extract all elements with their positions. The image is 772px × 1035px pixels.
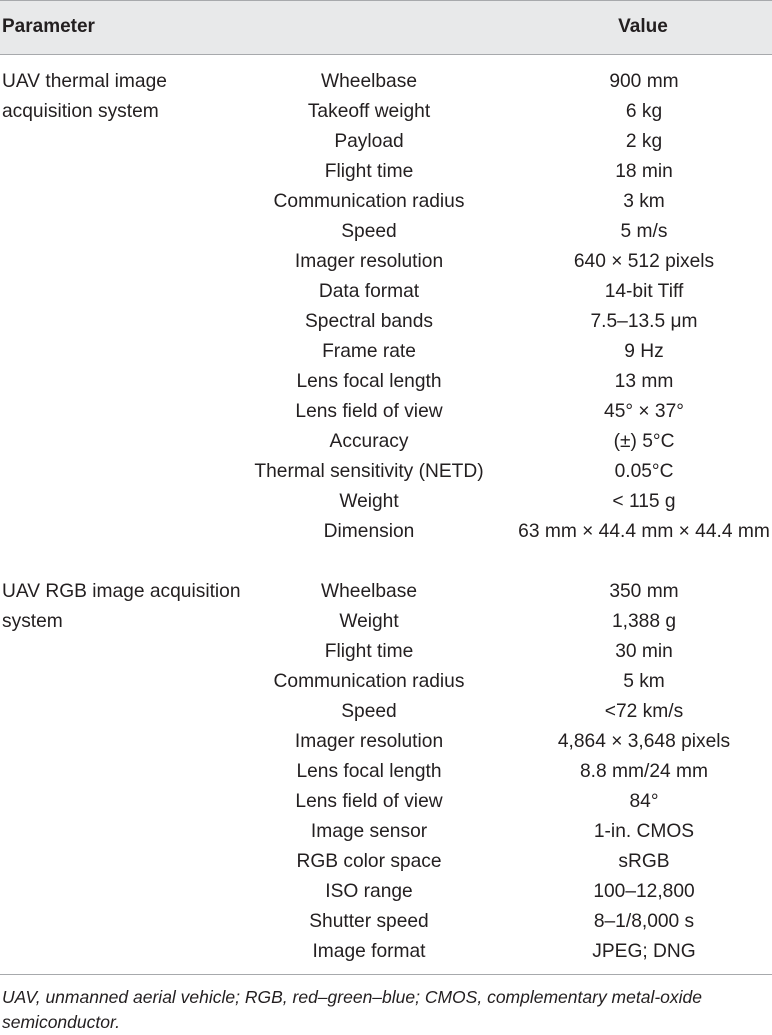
value-cell: 0.05°C <box>614 461 674 482</box>
value-cell: 8–1/8,000 s <box>593 911 695 932</box>
param-cell: Accuracy <box>329 431 409 452</box>
value-cell: 900 mm <box>609 71 679 92</box>
table-row <box>0 367 772 397</box>
table-row <box>0 307 772 337</box>
value-cell: 640 × 512 pixels <box>573 251 715 272</box>
value-cell: 84° <box>629 791 659 812</box>
header-parameter: Parameter <box>2 16 95 37</box>
table-row <box>0 787 772 817</box>
param-cell: Lens field of view <box>295 791 443 812</box>
value-cell: < 115 g <box>612 491 676 512</box>
param-cell: Thermal sensitivity (NETD) <box>254 461 484 482</box>
table-row <box>0 97 772 127</box>
param-cell: Speed <box>341 701 397 722</box>
table-row <box>0 607 772 637</box>
param-cell: Shutter speed <box>309 911 429 932</box>
param-cell: Imager resolution <box>294 251 444 272</box>
table-row <box>0 817 772 847</box>
table-row <box>0 337 772 367</box>
table-row <box>0 397 772 427</box>
table-row <box>0 517 772 577</box>
value-cell: 1,388 g <box>611 611 677 632</box>
table-row <box>0 937 772 967</box>
value-cell: 30 min <box>615 641 673 662</box>
param-cell: Data format <box>318 281 420 302</box>
table-body <box>0 67 772 967</box>
value-cell: 8.8 mm/24 mm <box>580 761 708 782</box>
table-header-rule <box>0 54 772 55</box>
header-value: Value <box>618 16 668 37</box>
table-row <box>0 667 772 697</box>
param-cell: Wheelbase <box>321 71 417 92</box>
value-cell: sRGB <box>618 851 670 872</box>
param-cell: Takeoff weight <box>307 101 431 122</box>
value-cell: 6 kg <box>625 101 663 122</box>
value-cell: JPEG; DNG <box>592 941 696 962</box>
param-cell: Lens focal length <box>296 761 442 782</box>
param-cell: Frame rate <box>322 341 416 362</box>
table-row <box>0 907 772 937</box>
value-cell: 13 mm <box>614 371 674 392</box>
param-cell: Communication radius <box>273 671 465 692</box>
table-row <box>0 127 772 157</box>
value-cell: 2 kg <box>625 131 663 152</box>
param-cell: Speed <box>341 221 397 242</box>
value-cell: 4,864 × 3,648 pixels <box>557 731 731 752</box>
param-cell: Spectral bands <box>305 311 433 332</box>
param-cell: Lens field of view <box>295 401 443 422</box>
value-cell: 9 Hz <box>624 341 664 362</box>
group-label-rgb: UAV RGB image acquisition system <box>2 581 241 632</box>
param-cell: Weight <box>339 611 399 632</box>
param-cell: Communication radius <box>273 191 465 212</box>
table-row <box>0 487 772 517</box>
table-row <box>0 697 772 727</box>
param-cell: Dimension <box>323 521 415 542</box>
table-footnote: UAV, unmanned aerial vehicle; RGB, red–green–blue; CMOS, complementary metal-oxide semiconductor. <box>2 987 703 1032</box>
value-cell: (±) 5°C <box>613 431 675 452</box>
param-cell: Payload <box>334 131 404 152</box>
table-row <box>0 637 772 667</box>
value-cell: 100–12,800 <box>593 881 695 902</box>
table-row <box>0 157 772 187</box>
value-cell: 3 km <box>623 191 665 212</box>
table-row <box>0 187 772 217</box>
table-row <box>0 277 772 307</box>
value-cell: 18 min <box>615 161 673 182</box>
value-cell: 350 mm <box>609 581 679 602</box>
param-cell: ISO range <box>325 881 413 902</box>
value-cell: 5 km <box>623 671 665 692</box>
table-row <box>0 247 772 277</box>
param-cell: Lens focal length <box>296 371 442 392</box>
value-cell: 1-in. CMOS <box>593 821 695 842</box>
value-cell: 63 mm × 44.4 mm × 44.4 mm <box>518 521 770 542</box>
param-cell: Wheelbase <box>321 581 417 602</box>
value-cell: 5 m/s <box>620 221 668 242</box>
value-cell: <72 km/s <box>604 701 684 722</box>
param-cell: Imager resolution <box>294 731 444 752</box>
param-cell: Image sensor <box>310 821 428 842</box>
param-cell: RGB color space <box>296 851 442 872</box>
value-cell: 45° × 37° <box>604 401 684 422</box>
table-row <box>0 847 772 877</box>
table-row <box>0 217 772 247</box>
table-row <box>0 877 772 907</box>
param-cell: Flight time <box>324 161 414 182</box>
table-bottom-rule <box>0 974 772 975</box>
param-cell: Weight <box>339 491 399 512</box>
param-cell: Image format <box>312 941 426 962</box>
table-row <box>0 757 772 787</box>
group-label-thermal: UAV thermal image acquisition system <box>2 71 167 122</box>
table-row <box>0 457 772 487</box>
value-cell: 14-bit Tiff <box>604 281 684 302</box>
param-cell: Flight time <box>324 641 414 662</box>
value-cell: 7.5–13.5 μm <box>590 311 698 332</box>
table-row <box>0 427 772 457</box>
table-row <box>0 727 772 757</box>
